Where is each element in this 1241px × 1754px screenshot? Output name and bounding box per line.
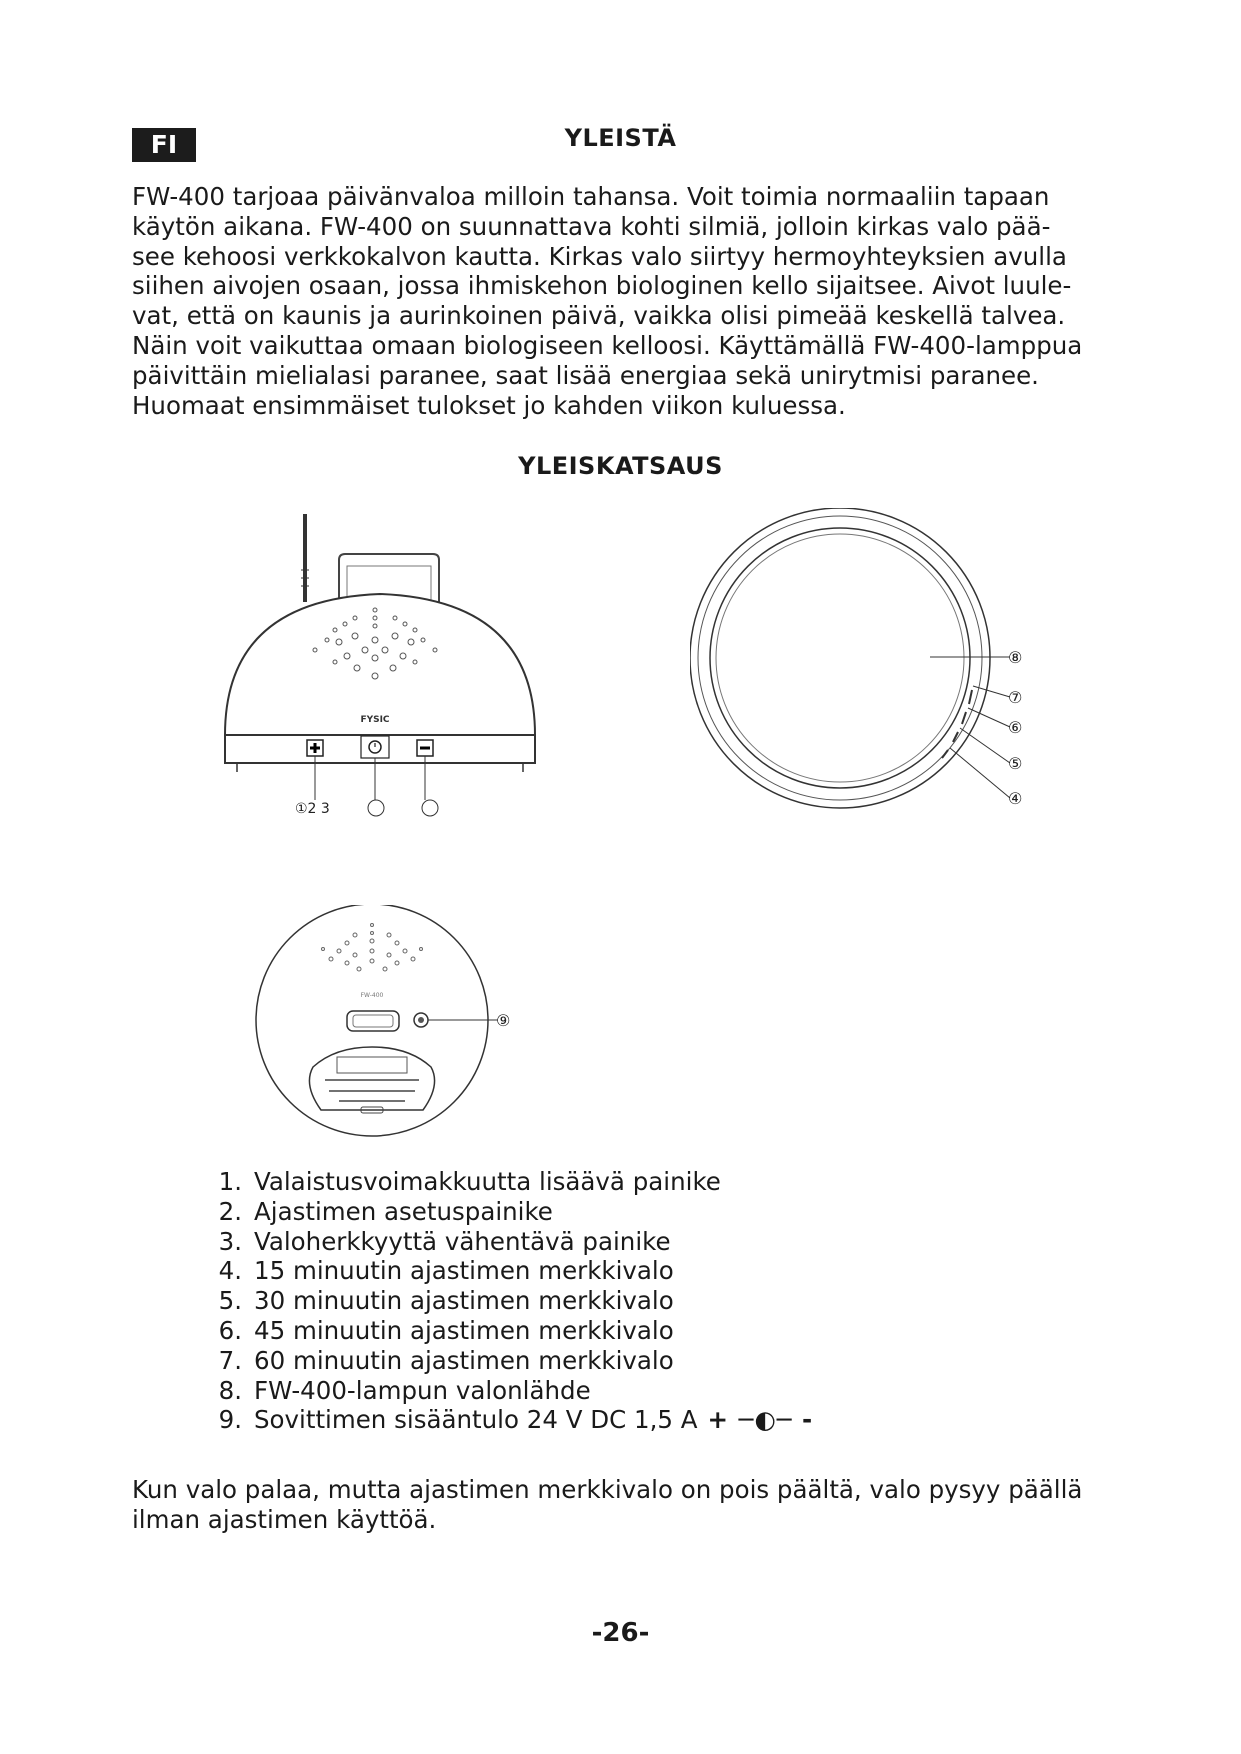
section-heading-overview: YLEISKATSAUS bbox=[518, 452, 723, 480]
callout-9: ⑨ bbox=[496, 1011, 511, 1030]
intro-line: siihen aivojen osaan, jossa ihmiskehon biologinen kello sijaitsee. Aivot luule- bbox=[132, 271, 1072, 301]
minus-button-icon bbox=[417, 740, 433, 756]
intro-line: vat, että on kaunis ja aurinkoinen päivä, vaikka olisi pimeää keskellä talvea. bbox=[132, 301, 1066, 331]
list-item bbox=[196, 1256, 813, 1286]
list-item bbox=[196, 1346, 813, 1376]
intro-paragraph bbox=[132, 182, 1122, 420]
note-line: Kun valo palaa, mutta ajastimen merkkivalo on pois päältä, valo pysyy päällä bbox=[132, 1475, 1083, 1504]
list-item bbox=[196, 1227, 813, 1257]
intro-line: päivittäin mielialasi paranee, saat lisää energiaa sekä unirytmisi paranee. bbox=[132, 360, 1039, 390]
callout-5: ⑤ bbox=[1008, 754, 1023, 773]
callout-7: ⑦ bbox=[1008, 688, 1023, 707]
list-item bbox=[196, 1316, 813, 1346]
item-text: 60 minuutin ajastimen merkkivalo bbox=[254, 1345, 674, 1375]
item-number: 6. bbox=[218, 1315, 242, 1345]
item-number: 1. bbox=[218, 1167, 242, 1196]
parts-list bbox=[196, 1167, 813, 1435]
list-item bbox=[196, 1167, 813, 1197]
item-text: Sovittimen sisääntulo 24 V DC 1,5 A bbox=[254, 1405, 698, 1435]
list-item bbox=[196, 1286, 813, 1316]
item-number: 7. bbox=[218, 1345, 242, 1375]
item-number: 4. bbox=[218, 1256, 242, 1286]
list-item bbox=[196, 1405, 813, 1435]
item-number: 8. bbox=[218, 1375, 242, 1405]
lamp-front-figure bbox=[215, 510, 545, 820]
language-badge: FI bbox=[132, 128, 196, 162]
item-text: Valaistusvoimakkuutta lisäävä painike bbox=[254, 1167, 721, 1196]
item-text: 45 minuutin ajastimen merkkivalo bbox=[254, 1315, 674, 1345]
item-text: 15 minuutin ajastimen merkkivalo bbox=[254, 1256, 674, 1286]
brand-label: FYSIC bbox=[360, 715, 390, 725]
callout-4: ④ bbox=[1008, 789, 1023, 808]
section-heading-general: YLEISTÄ bbox=[564, 124, 677, 152]
callout-6: ⑥ bbox=[1008, 718, 1023, 737]
polarity-symbol: + ─◐─ - bbox=[707, 1405, 814, 1435]
plus-button-icon bbox=[307, 740, 323, 756]
lamp-bottom-figure bbox=[255, 905, 535, 1145]
item-number: 3. bbox=[218, 1226, 242, 1256]
callout-8: ⑧ bbox=[1008, 648, 1023, 667]
item-text: Ajastimen asetuspainike bbox=[254, 1196, 553, 1226]
intro-line: Näin voit vaikuttaa omaan biologiseen kelloosi. Käyttämällä FW-400-lamppua bbox=[132, 330, 1083, 360]
intro-line: käytön aikana. FW-400 on suunnattava kohti silmiä, jolloin kirkas valo pää- bbox=[132, 211, 1051, 241]
item-number: 5. bbox=[218, 1286, 242, 1316]
page-number: -26- bbox=[591, 1618, 650, 1648]
list-item bbox=[196, 1376, 813, 1406]
item-number: 9. bbox=[218, 1405, 242, 1435]
lamp-ring-figure bbox=[690, 508, 1040, 828]
intro-line: see kehoosi verkkokalvon kautta. Kirkas valo siirtyy hermoyhteyksien avulla bbox=[132, 241, 1067, 271]
list-item bbox=[196, 1197, 813, 1227]
note-paragraph bbox=[132, 1475, 1122, 1535]
intro-line: FW-400 tarjoaa päivänvaloa milloin tahansa. Voit toimia normaaliin tapaan bbox=[132, 182, 1050, 211]
item-number: 2. bbox=[218, 1196, 242, 1226]
model-label: FW-400 bbox=[360, 992, 384, 999]
item-text: Valoherkkyyttä vähentävä painike bbox=[254, 1226, 671, 1256]
front-callout-numbers: ①2 3 bbox=[295, 801, 330, 817]
intro-line: Huomaat ensimmäiset tulokset jo kahden viikon kuluessa. bbox=[132, 390, 846, 420]
item-text: FW-400-lampun valonlähde bbox=[254, 1375, 591, 1405]
timer-button-icon bbox=[361, 736, 389, 758]
item-text: 30 minuutin ajastimen merkkivalo bbox=[254, 1286, 674, 1316]
note-line: ilman ajastimen käyttöä. bbox=[132, 1504, 437, 1534]
